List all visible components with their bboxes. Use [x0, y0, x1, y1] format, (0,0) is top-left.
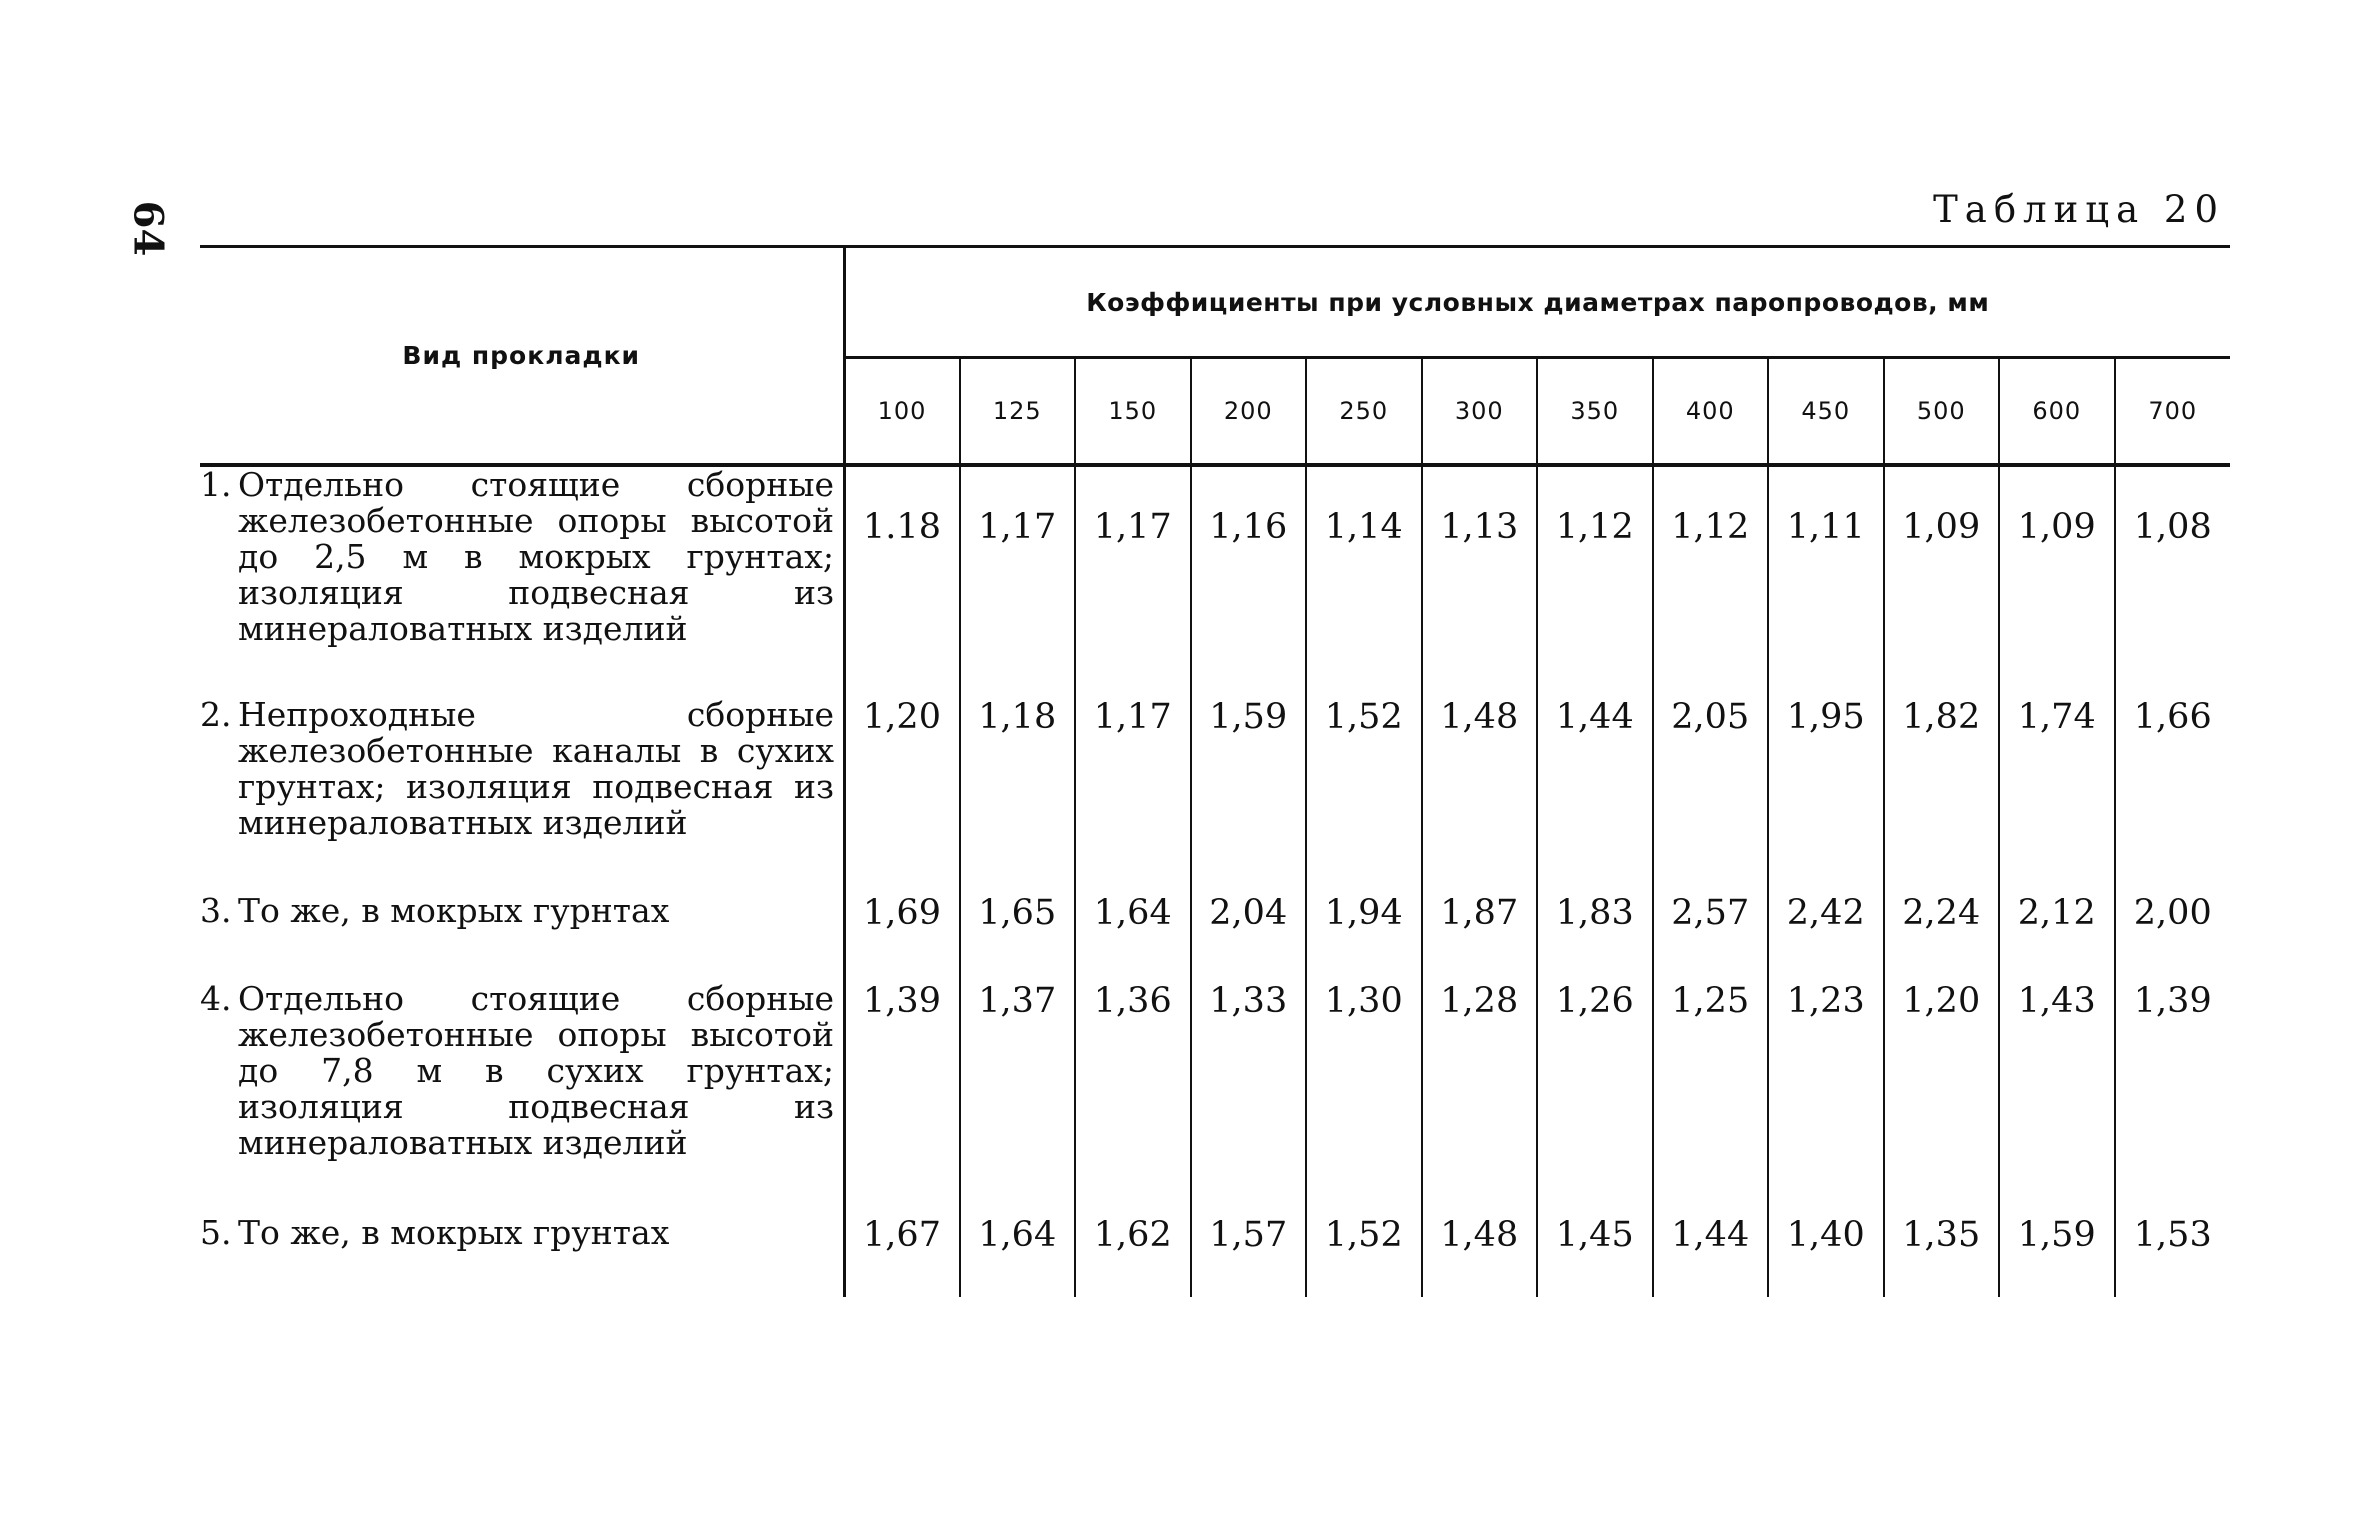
- table-row: [200, 981, 2230, 1215]
- value-cell: 1,59: [1191, 697, 1307, 893]
- value-cell: 1,94: [1306, 893, 1422, 981]
- value-cell: 1,48: [1422, 697, 1538, 893]
- row-number: 5.: [200, 1213, 232, 1252]
- diameter-header: 200: [1191, 358, 1307, 466]
- value-cell: 1,40: [1768, 1215, 1884, 1297]
- value-cell: 1,18: [960, 697, 1076, 893]
- value-cell: 1,20: [1884, 981, 2000, 1215]
- value-cell: 1,62: [1075, 1215, 1191, 1297]
- value-cell: 1,33: [1191, 981, 1307, 1215]
- value-cell: 1,57: [1191, 1215, 1307, 1297]
- row-number: 4.: [200, 979, 232, 1018]
- value-cell: 1,17: [960, 465, 1076, 697]
- value-cell: 1,74: [1999, 697, 2115, 893]
- value-cell: 1,64: [960, 1215, 1076, 1297]
- value-cell: 1,36: [1075, 981, 1191, 1215]
- row-number: 3.: [200, 891, 232, 930]
- value-cell: 1,17: [1075, 697, 1191, 893]
- value-cell: 1,09: [1884, 465, 2000, 697]
- value-cell: 1,14: [1306, 465, 1422, 697]
- row-description: Непроходные сборные железобетонные каналы в сухих грунтах; изоляция подвесная из минераловатных изделий: [238, 695, 834, 842]
- diameter-header: 500: [1884, 358, 2000, 466]
- value-cell: 1,30: [1306, 981, 1422, 1215]
- value-cell: 1,08: [2115, 465, 2231, 697]
- value-cell: 1,59: [1999, 1215, 2115, 1297]
- row-description: То же, в мокрых гурнтах: [238, 891, 670, 930]
- coefficients-table-container: [200, 245, 2230, 1297]
- row-number: 1.: [200, 465, 232, 504]
- header-row-group: [200, 248, 2230, 358]
- diameter-header: 350: [1537, 358, 1653, 466]
- value-cell: 1,43: [1999, 981, 2115, 1215]
- value-cell: 1,20: [863, 697, 941, 737]
- diameter-header: 300: [1422, 358, 1538, 466]
- value-cell: 1,64: [1075, 893, 1191, 981]
- row-description-cell: [200, 697, 844, 893]
- value-cell: 1,12: [1653, 465, 1769, 697]
- value-cell: 1,65: [960, 893, 1076, 981]
- value-cell: 2,04: [1191, 893, 1307, 981]
- value-cell: 1,26: [1537, 981, 1653, 1215]
- value-cell: 1,52: [1306, 697, 1422, 893]
- coefficients-table: [200, 245, 2230, 1297]
- value-cell: 1,37: [960, 981, 1076, 1215]
- value-cell: 1,11: [1768, 465, 1884, 697]
- value-cell: 1,95: [1768, 697, 1884, 893]
- value-cell: 2,57: [1653, 893, 1769, 981]
- row-description-cell: [200, 893, 844, 981]
- value-cell: 1,53: [2115, 1215, 2231, 1297]
- value-cell: 1,25: [1653, 981, 1769, 1215]
- table-caption: Таблица 20: [1933, 188, 2225, 231]
- diameter-header: 400: [1653, 358, 1769, 466]
- row-description: Отдельно стоящие сборные железобетонные опоры высотой до 2,5 м в мокрых грунтах; изоляция подвесная из минераловатных изделий: [238, 465, 834, 648]
- diameter-header: 250: [1306, 358, 1422, 466]
- value-cell: 1,45: [1537, 1215, 1653, 1297]
- value-cell: 1,09: [1999, 465, 2115, 697]
- row-description-cell: [200, 1215, 844, 1297]
- value-cell: 1,87: [1422, 893, 1538, 981]
- value-cell: 1,17: [1075, 465, 1191, 697]
- value-cell: 2,05: [1653, 697, 1769, 893]
- value-cell: 1,23: [1768, 981, 1884, 1215]
- value-cell: 2,42: [1768, 893, 1884, 981]
- value-cell: 1,82: [1884, 697, 2000, 893]
- diameter-header: 600: [1999, 358, 2115, 466]
- row-header: Вид прокладки: [200, 248, 844, 465]
- value-cell: 1,39: [2115, 981, 2231, 1215]
- value-cell: 1,44: [1537, 697, 1653, 893]
- value-cell: 1,66: [2115, 697, 2231, 893]
- value-cell: 1,83: [1537, 893, 1653, 981]
- diameter-header: 100: [844, 358, 960, 466]
- diameter-header: 150: [1075, 358, 1191, 466]
- page-number: 64: [124, 200, 172, 257]
- value-cell: 1,44: [1653, 1215, 1769, 1297]
- diameter-header: 125: [960, 358, 1076, 466]
- row-description-cell: [200, 981, 844, 1215]
- row-description: То же, в мокрых грунтах: [238, 1213, 670, 1252]
- value-cell: 1,13: [1422, 465, 1538, 697]
- row-description-cell: [200, 465, 844, 697]
- value-cell: 1,28: [1422, 981, 1538, 1215]
- value-cell: 1,48: [1422, 1215, 1538, 1297]
- group-header: Коэффициенты при условных диаметрах паропроводов, мм: [844, 248, 2230, 358]
- value-cell: 1.18: [863, 507, 941, 547]
- value-cell: 1,69: [863, 893, 941, 933]
- value-cell: 1,39: [863, 981, 941, 1021]
- diameter-header: 700: [2115, 358, 2231, 466]
- table-row: [200, 465, 2230, 697]
- value-cell: 2,24: [1884, 893, 2000, 981]
- value-cell: 2,00: [2115, 893, 2231, 981]
- row-number: 2.: [200, 695, 232, 734]
- value-cell: 1,52: [1306, 1215, 1422, 1297]
- table-row: [200, 893, 2230, 981]
- table-row: [200, 1215, 2230, 1297]
- value-cell: 2,12: [1999, 893, 2115, 981]
- diameter-header: 450: [1768, 358, 1884, 466]
- value-cell: 1,35: [1884, 1215, 2000, 1297]
- value-cell: 1,16: [1191, 465, 1307, 697]
- row-description: Отдельно стоящие сборные железобетонные опоры высотой до 7,8 м в сухих грунтах; изоляция подвесная из минераловатных изделий: [238, 979, 834, 1162]
- value-cell: 1,12: [1537, 465, 1653, 697]
- table-row: [200, 697, 2230, 893]
- value-cell: 1,67: [863, 1215, 941, 1255]
